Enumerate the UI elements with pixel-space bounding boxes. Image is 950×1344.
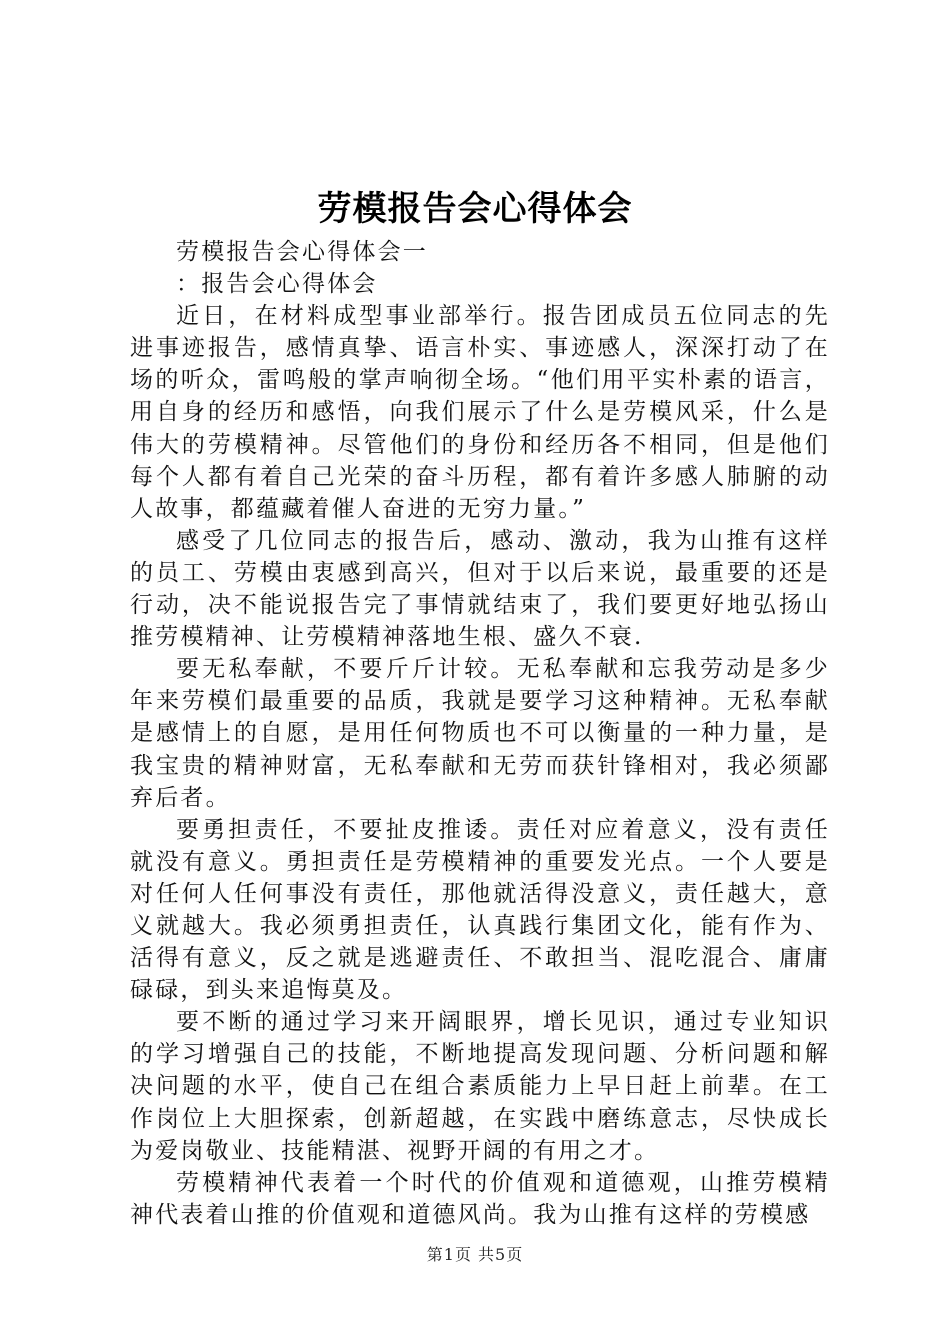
paragraph: 近日，在材料成型事业部举行。报告团成员五位同志的先进事迹报告，感情真挚、语言朴实、事迹感人，深深打动了在场的听众，雷鸣般的掌声响彻全场。“他们用平实朴素的语言，用自身的经历和感悟，向我们展示了什么是劳模风采，什么是伟大的劳模精神。尽管他们的身份和经历各不相同，但是他们每个人都有着自己光荣的奋斗历程，都有着许多感人肺腑的动人故事，都蕴藏着催人奋进的无穷力量。” [130,303,830,522]
paragraph: 要无私奉献，不要斤斤计较。无私奉献和忘我劳动是多少年来劳模们最重要的品质，我就是要学习这种精神。无私奉献是感情上的自愿，是用任何物质也不可以衡量的一种力量，是我宝贵的精神财富，无私奉献和无劳而获针锋相对，我必须鄙弃后者。 [130,656,830,811]
paragraph: 要不断的通过学习来开阔眼界，增长见识，通过专业知识的学习增强自己的技能，不断地提高发现问题、分析问题和解决问题的水平，使自己在组合素质能力上早日赶上前辈。在工作岗位上大胆探索，创新超越，在实践中磨练意志，尽快成长为爱岗敬业、技能精湛、视野开阔的有用之才。 [130,1009,830,1164]
document-body [130,236,830,1231]
paragraph: 感受了几位同志的报告后，感动、激动，我为山推有这样的员工、劳模由衷感到高兴，但对于以后来说，最重要的还是行动，决不能说报告完了事情就结束了，我们要更好地弘扬山推劳模精神、让劳模精神落地生根、盛久不衰. [130,527,830,651]
document-subheading: ：报告会心得体会 [176,271,378,298]
page-footer: 第1页 共5页 [426,1245,524,1264]
document-subtitle: 劳模报告会心得体会一 [176,239,428,265]
document-title: 劳模报告会心得体会 [317,189,633,229]
paragraph: 劳模精神代表着一个时代的价值观和道德观，山推劳模精神代表着山推的价值观和道德风尚。我为山推有这样的劳模感 [130,1169,830,1228]
paragraph: 要勇担责任，不要扯皮推诿。责任对应着意义，没有责任就没有意义。勇担责任是劳模精神的重要发光点。一个人要是对任何人任何事没有责任，那他就活得没意义，责任越大，意义就越大。我必须勇担责任，认真践行集团文化，能有作为、活得有意义，反之就是逃避责任、不敢担当、混吃混合、庸庸碌碌，到头来追悔莫及。 [130,816,830,1004]
